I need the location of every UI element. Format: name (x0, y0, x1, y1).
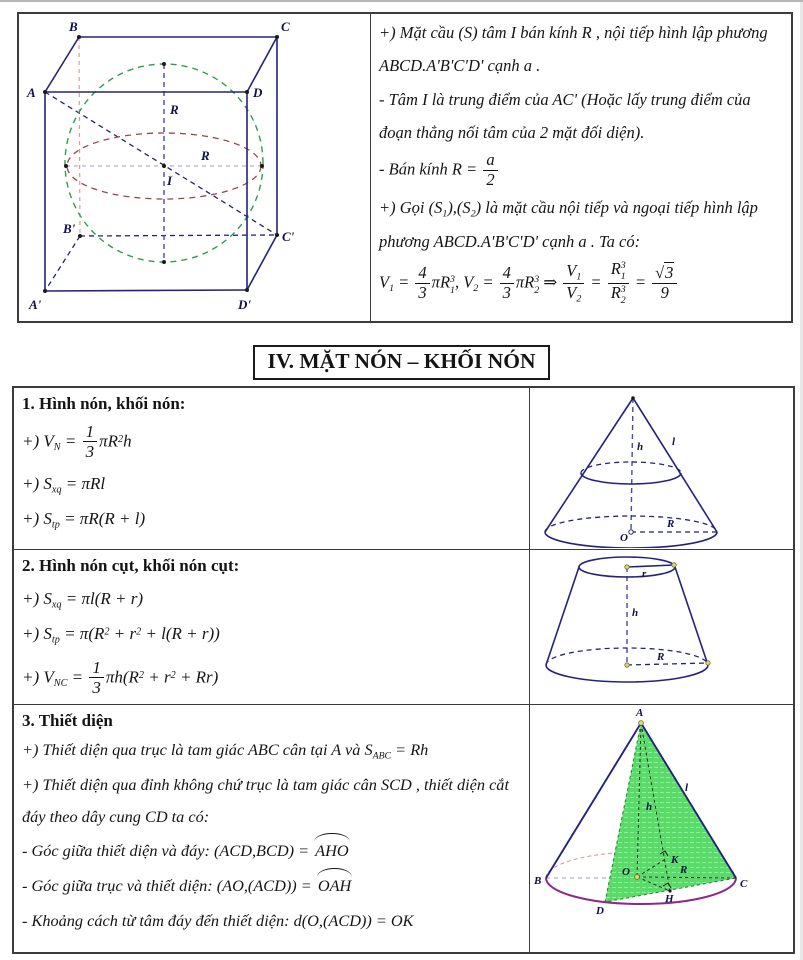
cone-formulas-cell (14, 388, 530, 550)
cone-axis (631, 398, 633, 532)
label-l: l (685, 782, 689, 794)
vertex-label-B': B' (63, 221, 76, 236)
label-O: O (622, 866, 630, 878)
frustum-formulas-cell (14, 550, 530, 705)
sphere-radius-formula: - Bán kính R = $\frac{a}{2}$ (379, 151, 781, 189)
cross-section-diagram-cell (530, 705, 793, 952)
cone-center-dot (629, 530, 633, 534)
vertex-label-B: B (69, 19, 78, 34)
sphere-in-cube-table (17, 12, 793, 323)
cone-heading: 1. Hình nón, khối nón: (22, 394, 186, 413)
frustum-label-r: r (642, 568, 647, 580)
cube-edge-BB' (79, 37, 80, 236)
radius-label-horizontal: R (201, 148, 210, 163)
label-A: A (636, 707, 644, 719)
cross-section-line-4: - Góc giữa trục và thiết diện: (AO,(ACD)) = OAH (22, 870, 519, 902)
cone-table (12, 386, 795, 954)
cube-sphere-diagram (19, 14, 369, 321)
cross-section-diagram (530, 705, 793, 949)
cone-diagram (530, 388, 793, 548)
cross-section-line-2: +) Thiết diện qua đỉnh không chứ trục là tam giác cân SCD , thiết diện cắt đáy theo dây cung CD ta có: (22, 774, 509, 826)
label-R: R (680, 864, 688, 876)
label-h: h (646, 801, 653, 813)
sphere-text-cell (371, 14, 791, 321)
label-H: H (665, 893, 674, 905)
sphere-paragraph-1: +) Mặt cầu (S) tâm I bán kính R , nội tiếp hình lập phương ABCD.A'B'C'D' cạnh a . (379, 23, 768, 76)
radius-label-vertical: R (170, 102, 179, 117)
cross-section-text-cell (14, 705, 530, 952)
label-K: K (671, 854, 679, 866)
center-label-I: I (167, 173, 173, 188)
cone-label-O: O (620, 532, 628, 544)
section-title: IV. MẶT NÓN – KHỐI NÓN (253, 345, 551, 380)
cone-label-R: R (667, 518, 675, 530)
cone-lateral-area-formula: +) $S_{xq} = \pi Rl$ (22, 474, 106, 496)
cross-section-line-3: - Góc giữa thiết diện và đáy: (ACD,BCD) = AHO (22, 835, 519, 867)
sphere-volume-ratio-formula: $V_1$ = $\frac{4}{3}$ πR 3 1 , $V_2$ = $\frac{4}{3}$ πR 3 2 ⇒ $\frac{V_1}{V_2}$ = R 3 1 R 3 2 = $\frac{√3}{9}$ (379, 260, 781, 307)
frustum-volume-formula: +) $V_{NC}$ = $\frac{1}{3}$ $\pi h(R^2 + r^2 + Rr)$ (22, 658, 219, 698)
cone-midcircle-front-arc (581, 473, 681, 484)
vertex-label-A': A' (29, 297, 42, 312)
frustum-right-slant (675, 567, 708, 665)
frustum-left-slant (546, 567, 579, 665)
vertex-label-A: A (27, 85, 36, 100)
frustum-diagram-cell (530, 550, 793, 705)
vertex-label-C': C' (282, 229, 295, 244)
frustum-lateral-area-formula: +) $S_{xq} = \pi l(R + r)$ (22, 589, 144, 611)
cone-volume-formula: +) $V_N$ = $\frac{1}{3}$ $\pi R^2h$ (22, 422, 132, 462)
label-D: D (596, 905, 604, 917)
frustum-total-area-formula: +) $S_{tp} = \pi(R^2 + r^2 + l(R + r))$ (22, 623, 220, 646)
cross-section-heading: 3. Thiết diện (22, 711, 113, 730)
frustum-top-radius (627, 565, 674, 567)
vertex-label-D': D' (238, 297, 251, 312)
cone-apex-dot (631, 396, 635, 400)
label-C: C (740, 878, 748, 890)
cone-label-l: l (672, 436, 676, 448)
sphere-paragraph-4: +) Gọi $(S_1),(S_2)$ là mặt cầu nội tiếp và ngoại tiếp hình lập phương ABCD.A'B'C'D' cạnh a . Ta có: (379, 198, 758, 251)
frustum-heading: 2. Hình nón cụt, khối nón cụt: (22, 556, 240, 575)
frustum-label-h: h (632, 607, 639, 619)
vertex-label-D: D (253, 85, 263, 100)
vertex-label-C: C (281, 19, 290, 34)
cone-label-h: h (637, 441, 644, 453)
cube-sphere-diagram-cell (19, 14, 371, 321)
cone-diagram-cell (530, 388, 793, 550)
label-B: B (534, 875, 542, 887)
cone-right-slant (633, 398, 717, 532)
sphere-paragraph-2: - Tâm I là trung điểm của AC' (Hoặc lấy trung điểm của đoạn thẳng nối tâm của 2 mặt đối diện). (379, 89, 751, 142)
center-marker-O (635, 875, 640, 880)
cone-total-area-formula: +) $S_{tp} = \pi R(R + l)$ (22, 508, 146, 531)
cross-section-line-1: +) Thiết diện qua trục là tam giác ABC cân tại A và $S_{ABC} = Rh$ (22, 740, 429, 762)
frustum-diagram (530, 550, 793, 703)
frustum-label-R: R (657, 651, 665, 663)
frustum-base-radius (627, 663, 708, 665)
cone-left-slant (545, 398, 633, 532)
cross-section-line-5: - Khoảng cách từ tâm đáy đến thiết diện: d(O,(ACD)) = OK (22, 910, 414, 930)
cube-edge-B'A' (45, 236, 80, 291)
cone-midcircle-back-arc (581, 462, 681, 473)
apex-marker (639, 721, 644, 726)
